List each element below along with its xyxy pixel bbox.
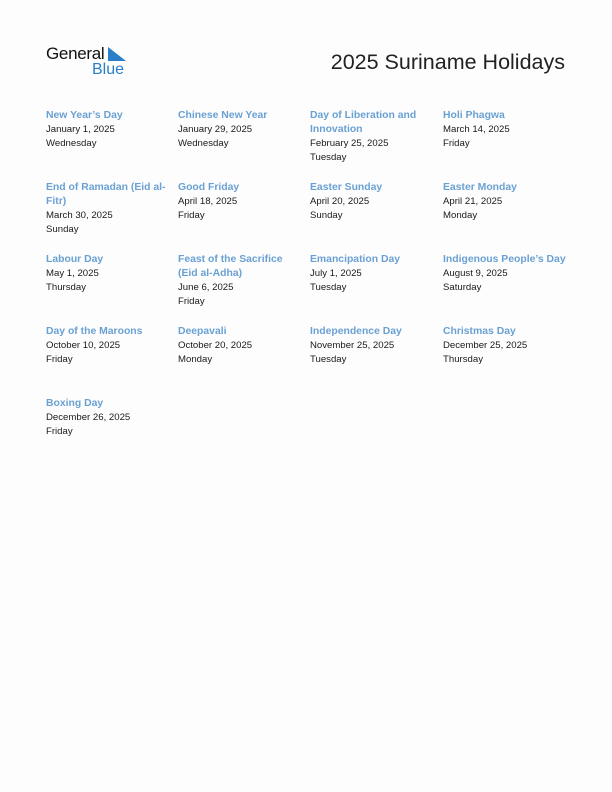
holiday-date: March 30, 2025 (46, 210, 113, 221)
holiday-weekday: Tuesday (310, 151, 347, 163)
holiday-name: Holi Phagwa (443, 110, 505, 121)
holiday-name: Good Friday (178, 182, 240, 193)
holiday-weekday: Tuesday (310, 353, 347, 365)
holiday-date: December 26, 2025 (46, 412, 131, 423)
holiday-item (178, 325, 310, 397)
holiday-name: Christmas Day (443, 326, 516, 337)
holiday-weekday: Friday (178, 209, 205, 221)
holiday-date: July 1, 2025 (310, 268, 362, 279)
holiday-date: March 14, 2025 (443, 124, 510, 135)
holiday-item (178, 181, 310, 253)
holiday-weekday: Friday (178, 295, 205, 307)
holiday-date: June 6, 2025 (178, 282, 234, 293)
holiday-item (178, 109, 310, 181)
holiday-weekday: Monday (178, 353, 213, 365)
holiday-weekday: Thursday (46, 281, 86, 293)
holiday-weekday: Sunday (310, 209, 343, 221)
holiday-name: Chinese New Year (178, 110, 268, 121)
logo-general-text: General (46, 44, 105, 63)
holiday-name: Feast of the Sacrifice (Eid al-Adha) (178, 254, 283, 279)
holiday-item (443, 181, 576, 253)
holiday-name: Day of Liberation and Innovation (310, 110, 417, 135)
holiday-item (46, 181, 178, 253)
holiday-date: April 20, 2025 (310, 196, 370, 207)
holiday-name: New Year’s Day (46, 110, 123, 121)
holiday-name: Easter Monday (443, 182, 517, 193)
logo-blue-text: Blue (92, 61, 125, 78)
holiday-date: April 18, 2025 (178, 196, 238, 207)
holiday-date: January 1, 2025 (46, 124, 115, 135)
holiday-weekday: Friday (46, 425, 73, 437)
holiday-item (443, 325, 576, 397)
holiday-weekday: Monday (443, 209, 478, 221)
holiday-date: January 29, 2025 (178, 124, 253, 135)
holiday-weekday: Saturday (443, 281, 482, 293)
holiday-name: Easter Sunday (310, 182, 383, 193)
holiday-date: August 9, 2025 (443, 268, 508, 279)
holiday-name: Independence Day (310, 326, 402, 337)
holiday-weekday: Tuesday (310, 281, 347, 293)
holiday-date: February 25, 2025 (310, 138, 389, 149)
holiday-item (46, 253, 178, 325)
holiday-item (46, 325, 178, 397)
triangle-flag-icon (108, 47, 126, 61)
holiday-item (310, 109, 443, 181)
holiday-item (310, 325, 443, 397)
holiday-name: Indigenous People’s Day (443, 254, 566, 265)
holiday-name: Deepavali (178, 326, 227, 337)
holiday-name: Emancipation Day (310, 254, 401, 265)
holiday-date: May 1, 2025 (46, 268, 99, 279)
holiday-date: December 25, 2025 (443, 340, 528, 351)
holiday-weekday: Wednesday (178, 137, 229, 149)
holiday-date: November 25, 2025 (310, 340, 395, 351)
holiday-weekday: Wednesday (46, 137, 97, 149)
holiday-item (310, 253, 443, 325)
holiday-name: Day of the Maroons (46, 326, 143, 337)
holiday-name: Labour Day (46, 254, 104, 265)
holiday-weekday: Friday (443, 137, 470, 149)
page-title: 2025 Suriname Holidays (330, 50, 565, 74)
holiday-weekday: Friday (46, 353, 73, 365)
holiday-item (178, 253, 310, 325)
holiday-item (443, 109, 576, 181)
holiday-name: Boxing Day (46, 398, 104, 409)
holiday-item (443, 253, 576, 325)
holiday-grid (46, 109, 576, 469)
holiday-item (46, 109, 178, 181)
holiday-date: October 10, 2025 (46, 340, 121, 351)
holiday-item (310, 181, 443, 253)
holiday-date: October 20, 2025 (178, 340, 253, 351)
holiday-weekday: Sunday (46, 223, 79, 235)
holiday-weekday: Thursday (443, 353, 483, 365)
generalblue-logo (46, 44, 136, 80)
holiday-name: End of Ramadan (Eid al-Fitr) (46, 182, 166, 207)
holiday-date: April 21, 2025 (443, 196, 503, 207)
holiday-item (46, 397, 178, 469)
